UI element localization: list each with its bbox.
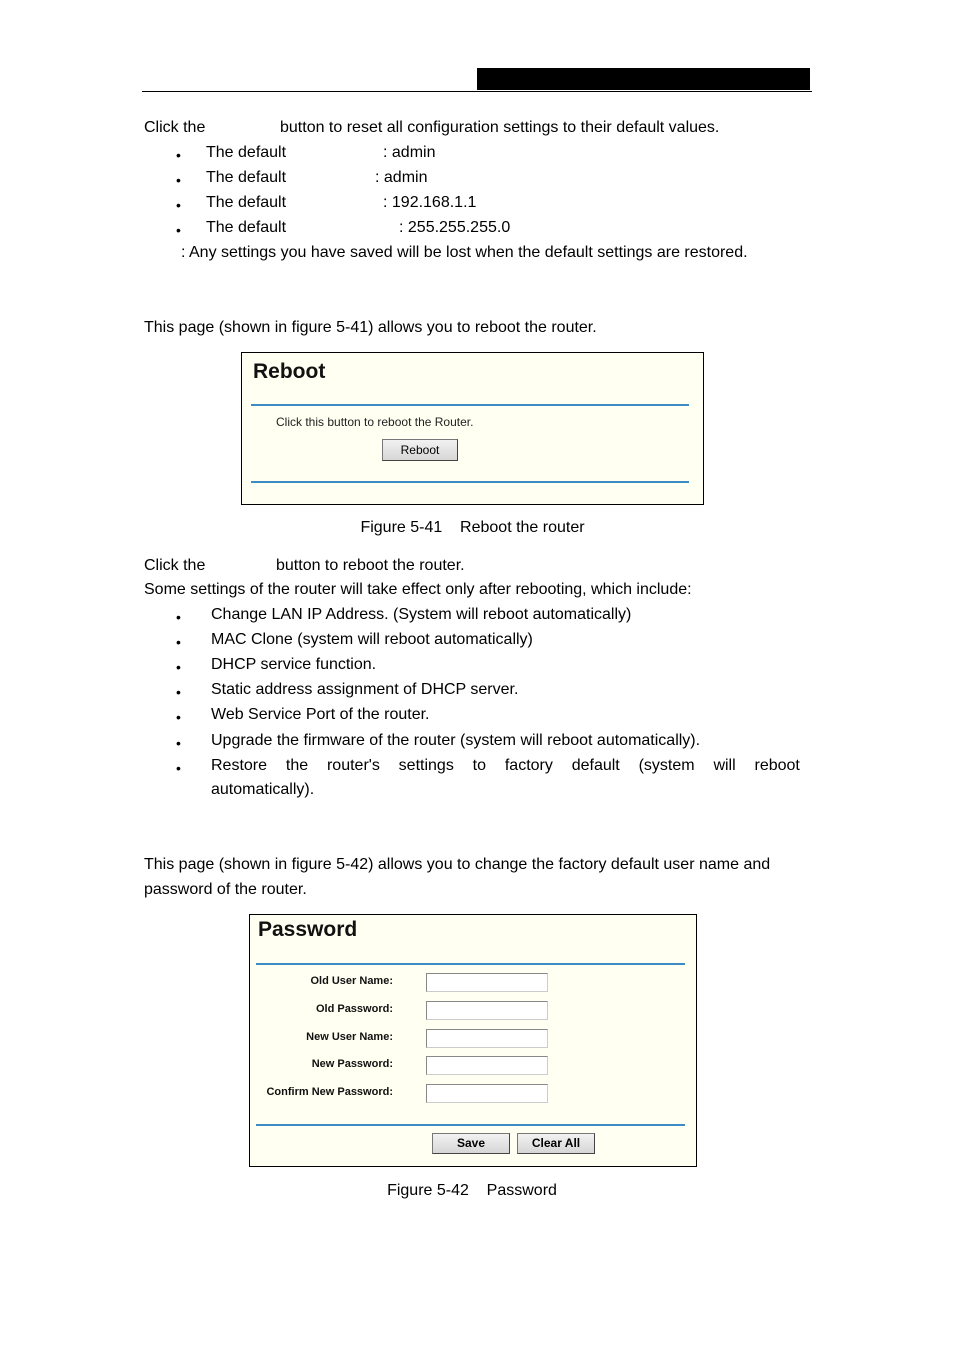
default-value: : 192.168.1.1 bbox=[383, 194, 477, 211]
bullet-icon: • bbox=[176, 222, 181, 238]
header-rule bbox=[142, 91, 812, 92]
bullet-icon: • bbox=[176, 634, 181, 650]
clear-all-button[interactable]: Clear All bbox=[517, 1133, 595, 1154]
figure-rule-bottom bbox=[256, 1124, 685, 1126]
list-item: MAC Clone (system will reboot automatically) bbox=[211, 631, 533, 648]
justified-word: reboot bbox=[754, 757, 800, 774]
reboot-caption: Figure 5-41 Reboot the router bbox=[360, 519, 585, 536]
confirm-password-label: Confirm New Password: bbox=[266, 1086, 393, 1098]
old-password-input[interactable] bbox=[426, 1001, 548, 1020]
figure-rule-bottom bbox=[251, 481, 689, 483]
list-item: Change LAN IP Address. (System will reboot automatically) bbox=[211, 606, 632, 623]
password-figure-title: Password bbox=[258, 918, 358, 941]
new-username-input[interactable] bbox=[426, 1029, 548, 1048]
justified-word: Restore bbox=[211, 757, 268, 774]
justified-word: to bbox=[472, 757, 486, 774]
restore-intro-suffix: button to reset all configuration settings to their default values. bbox=[280, 119, 720, 136]
bullet-icon: • bbox=[176, 147, 181, 163]
bullet-icon: • bbox=[176, 735, 181, 751]
bullet-icon: • bbox=[176, 172, 181, 188]
default-label: The default bbox=[206, 194, 287, 211]
password-intro-line1: This page (shown in figure 5-42) allows you to change the factory default user name and bbox=[144, 856, 771, 873]
reboot-figure-title: Reboot bbox=[253, 360, 326, 383]
restore-intro-prefix: Click the bbox=[144, 119, 206, 136]
default-label: The default bbox=[206, 144, 287, 161]
header-bar bbox=[477, 68, 810, 90]
save-button[interactable]: Save bbox=[432, 1133, 510, 1154]
bullet-icon: • bbox=[176, 684, 181, 700]
justified-word: default bbox=[571, 757, 620, 774]
list-item: Web Service Port of the router. bbox=[211, 706, 430, 723]
reboot-button[interactable]: Reboot bbox=[382, 439, 458, 461]
reboot-click-prefix: Click the bbox=[144, 557, 206, 574]
default-value: : admin bbox=[383, 144, 436, 161]
old-password-label: Old Password: bbox=[315, 1003, 393, 1015]
reboot-click-suffix: button to reboot the router. bbox=[276, 557, 465, 574]
list-item-continuation: automatically). bbox=[211, 781, 315, 798]
list-item: Upgrade the firmware of the router (system will reboot automatically). bbox=[211, 732, 701, 749]
bullet-icon: • bbox=[176, 760, 181, 776]
bullet-icon: • bbox=[176, 197, 181, 213]
justified-word: will bbox=[713, 757, 736, 774]
password-intro-line2: password of the router. bbox=[144, 881, 307, 898]
default-label: The default bbox=[206, 169, 287, 186]
new-password-input[interactable] bbox=[426, 1056, 548, 1075]
reboot-settings-intro: Some settings of the router will take effect only after rebooting, which include: bbox=[144, 581, 692, 598]
old-username-label: Old User Name: bbox=[310, 975, 393, 987]
justified-word: factory bbox=[504, 757, 553, 774]
password-figure bbox=[249, 914, 697, 1167]
default-value: : admin bbox=[375, 169, 428, 186]
justified-word: the bbox=[285, 757, 309, 774]
bullet-icon: • bbox=[176, 659, 181, 675]
figure-rule-top bbox=[251, 404, 689, 406]
bullet-icon: • bbox=[176, 609, 181, 625]
password-caption: Figure 5-42 Password bbox=[387, 1182, 557, 1199]
reboot-figure bbox=[241, 352, 704, 505]
justified-word: router's bbox=[326, 757, 380, 774]
list-item-restore-line bbox=[211, 756, 800, 776]
justified-word: settings bbox=[398, 757, 454, 774]
old-username-input[interactable] bbox=[426, 973, 548, 992]
list-item: DHCP service function. bbox=[211, 656, 377, 673]
list-item: Static address assignment of DHCP server. bbox=[211, 681, 519, 698]
new-username-label: New User Name: bbox=[306, 1031, 393, 1043]
bullet-icon: • bbox=[176, 709, 181, 725]
default-value: : 255.255.255.0 bbox=[399, 219, 511, 236]
restore-note: : Any settings you have saved will be lost when the default settings are restored. bbox=[181, 244, 748, 261]
new-password-label: New Password: bbox=[311, 1058, 393, 1070]
reboot-intro: This page (shown in figure 5-41) allows you to reboot the router. bbox=[144, 319, 597, 336]
figure-rule-top bbox=[256, 963, 685, 965]
default-label: The default bbox=[206, 219, 287, 236]
reboot-instruction: Click this button to reboot the Router. bbox=[276, 415, 474, 429]
justified-word: (system bbox=[638, 757, 695, 774]
confirm-password-input[interactable] bbox=[426, 1084, 548, 1103]
